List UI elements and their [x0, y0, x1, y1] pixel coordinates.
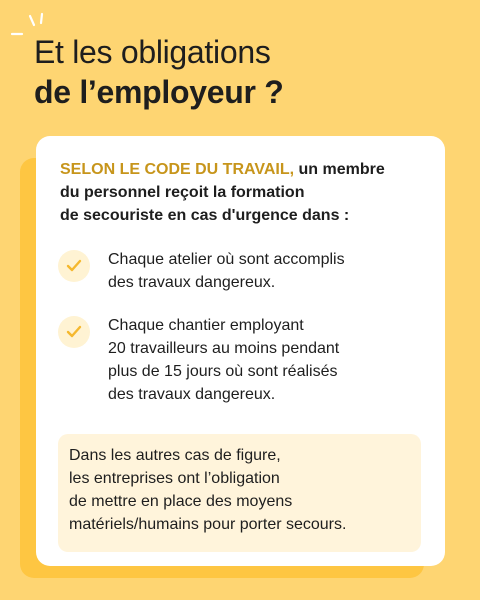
note-box: [58, 434, 421, 552]
intro-text: [60, 158, 426, 227]
title-line-2: de l’employeur ?: [34, 74, 284, 110]
list-item-text: [108, 248, 430, 294]
list-item-line: plus de 15 jours où sont réalisés: [108, 363, 338, 380]
info-card: [36, 136, 445, 566]
intro-line-2: du personnel reçoit la formation: [60, 184, 305, 201]
note-line: Dans les autres cas de figure,: [69, 447, 281, 464]
list-item-text: [108, 314, 430, 406]
note-line: matériels/humains pour porter secours.: [69, 516, 347, 533]
list-item-line: Chaque atelier où sont accomplis: [108, 251, 345, 268]
check-icon: [58, 316, 90, 348]
intro-line-1-rest: un membre: [294, 161, 385, 178]
note-line: de mettre en place des moyens: [69, 493, 293, 510]
list-item-line: des travaux dangereux.: [108, 386, 276, 403]
check-icon: [58, 250, 90, 282]
list-item-line: Chaque chantier employant: [108, 317, 304, 334]
list-item-line: 20 travailleurs au moins pendant: [108, 340, 340, 357]
note-line: les entreprises ont l’obligation: [69, 470, 280, 487]
intro-line-3: de secouriste en cas d'urgence dans :: [60, 207, 350, 224]
intro-highlight: SELON LE CODE DU TRAVAIL,: [60, 161, 295, 178]
page-title: [34, 32, 283, 112]
list-item-line: des travaux dangereux.: [108, 274, 276, 291]
title-line-1: Et les obligations: [34, 34, 271, 70]
